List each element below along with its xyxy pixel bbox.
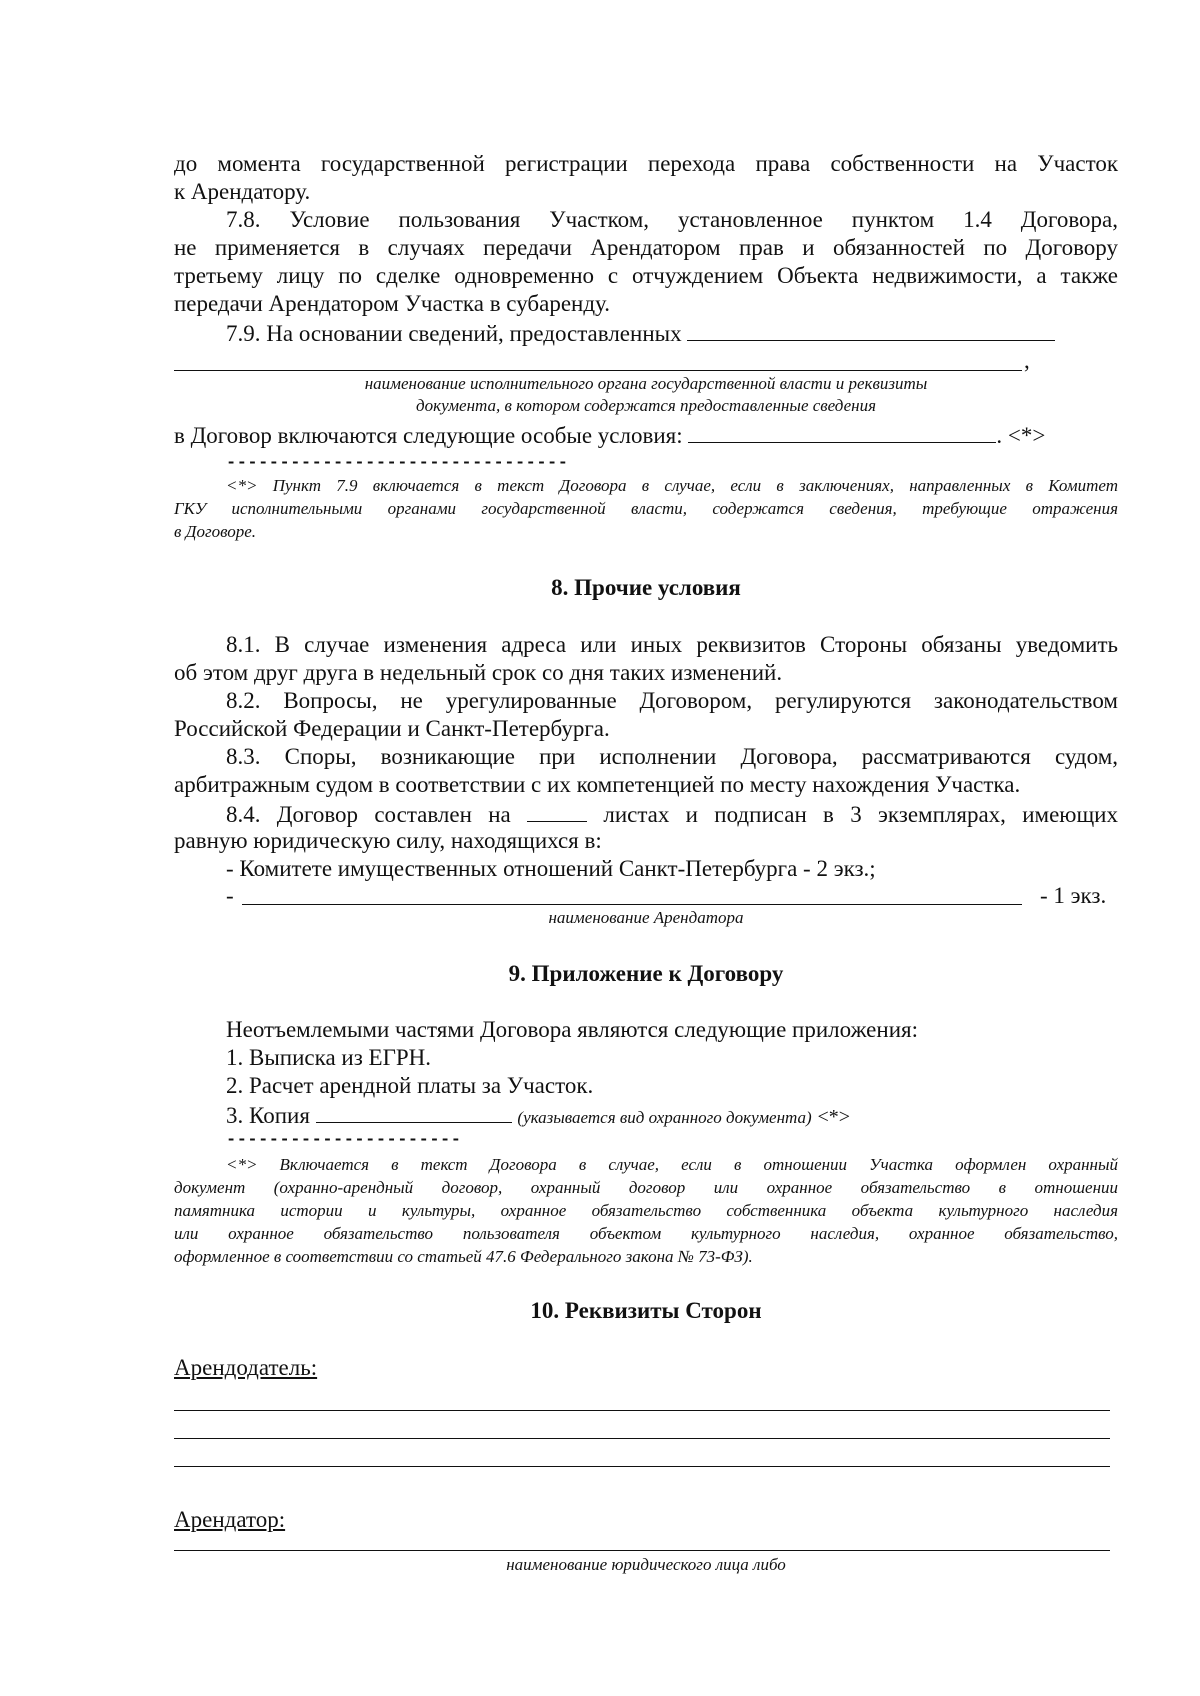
footnote2-line4: или охранное обязательство пользователя объектом культурного наследия, охранное обязательство, xyxy=(174,1224,1118,1243)
copies-item-2-dash: - xyxy=(226,883,234,908)
footnote2-line1: <*> Включается в текст Договора в случае, если в отношении Участка оформлен охранный xyxy=(226,1155,1118,1174)
annex-item-3-mark: <*> xyxy=(817,1106,850,1128)
landlord-label-text: Арендодатель: xyxy=(174,1355,318,1380)
p79-caption-1: наименование исполнительного органа государственной власти и реквизиты xyxy=(364,374,928,393)
p84-sheets-blank xyxy=(527,799,587,822)
section10-title: 10. Реквизиты Сторон xyxy=(530,1298,762,1323)
footnote2-line5: оформленное в соответствии со статьей 47.6 Федерального закона № 73-ФЗ). xyxy=(174,1247,753,1266)
p82-line2: Российской Федерации и Санкт-Петербурга. xyxy=(174,716,610,741)
p79-blank-1 xyxy=(687,318,1055,341)
p78-line4: передачи Арендатором Участка в субаренду. xyxy=(174,291,610,316)
tenant-label xyxy=(174,1506,1118,1534)
annex-item-3-blank xyxy=(316,1100,512,1123)
footnote1-line1: <*> Пункт 7.9 включается в текст Договора в случае, если в заключениях, направленных в Комитет xyxy=(226,476,1118,495)
p77-tail-line2: к Арендатору. xyxy=(174,179,311,204)
p83-line1: 8.3. Споры, возникающие при исполнении Договора, рассматриваются судом, xyxy=(226,744,1118,769)
annex-item-1: 1. Выписка из ЕГРН. xyxy=(226,1045,432,1070)
footnote1-line2: ГКУ исполнительными органами государственной власти, содержатся сведения, требующие отражения xyxy=(174,499,1118,518)
section8-title: 8. Прочие условия xyxy=(551,575,741,600)
p82-line1: 8.2. Вопросы, не урегулированные Договором, регулируются законодательством xyxy=(226,688,1118,713)
annex-item-3-text: 3. Копия xyxy=(226,1103,310,1128)
footnote-separator-1: -------------------------------- xyxy=(226,454,569,473)
p79-line2 xyxy=(174,420,1118,450)
p78-line1: 7.8. Условие пользования Участком, установленное пунктом 1.4 Договора, xyxy=(226,207,1118,232)
p79-text: 7.9. На основании сведений, предоставленных xyxy=(226,321,682,346)
p84-line1 xyxy=(174,799,1118,829)
landlord-label xyxy=(174,1354,1118,1382)
tenant-legal-caption: наименование юридического лица либо xyxy=(506,1555,786,1574)
annex-item-3-note: (указывается вид охранного документа) xyxy=(517,1108,812,1127)
p84-text-a: 8.4. Договор составлен на xyxy=(226,802,511,827)
section9-title: 9. Приложение к Договору xyxy=(508,961,784,986)
p81-line1: 8.1. В случае изменения адреса или иных реквизитов Стороны обязаны уведомить xyxy=(226,632,1118,657)
p84-line2: равную юридическую силу, находящихся в: xyxy=(174,828,602,853)
landlord-line-1 xyxy=(174,1410,1110,1411)
p79-blank-line-2 xyxy=(174,370,1022,371)
copies-item-2-end: - 1 экз. xyxy=(1040,883,1107,908)
landlord-line-2 xyxy=(174,1438,1110,1439)
footnote2-line3: памятника истории и культуры, охранное обязательство собственника объекта культурного наследия xyxy=(174,1201,1118,1220)
annex-intro: Неотъемлемыми частями Договора являются следующие приложения: xyxy=(226,1017,918,1042)
copies-item-1: - Комитете имущественных отношений Санкт-Петербурга - 2 экз.; xyxy=(226,856,876,881)
p79-caption-2: документа, в котором содержатся предоставленные сведения xyxy=(416,396,876,415)
p79-line2-text: в Договор включаются следующие особые условия: xyxy=(174,423,683,448)
p84-text-b: листах и подписан в 3 экземплярах, имеющих xyxy=(603,802,1118,827)
document-page xyxy=(174,0,1118,1696)
p79-end-mark: . <*> xyxy=(996,423,1046,448)
p79-conditions-blank xyxy=(688,420,996,443)
footnote2-line2: документ (охранно-арендный договор, охранный договор или охранное обязательство в отношении xyxy=(174,1178,1118,1197)
p79-comma: , xyxy=(1024,348,1030,373)
footnote1-line3: в Договоре. xyxy=(174,522,257,541)
p78-line3: третьему лицу по сделке одновременно с отчуждением Объекта недвижимости, а также xyxy=(174,263,1118,288)
annex-item-2: 2. Расчет арендной платы за Участок. xyxy=(226,1073,594,1098)
tenant-label-text: Арендатор: xyxy=(174,1507,286,1532)
tenant-name-blank xyxy=(242,904,1022,905)
p83-line2: арбитражным судом в соответствии с их компетенцией по месту нахождения Участка. xyxy=(174,772,1021,797)
landlord-line-3 xyxy=(174,1466,1110,1467)
footnote-separator-2: ---------------------- xyxy=(226,1131,462,1150)
annex-item-3 xyxy=(174,1100,1118,1132)
p81-line2: об этом друг друга в недельный срок со дня таких изменений. xyxy=(174,660,783,685)
p78-line2: не применяется в случаях передачи Арендатором прав и обязанностей по Договору xyxy=(174,235,1118,260)
tenant-line-1 xyxy=(174,1550,1110,1551)
p77-tail-line1: до момента государственной регистрации перехода права собственности на Участок xyxy=(174,151,1118,176)
tenant-caption: наименование Арендатора xyxy=(548,908,744,927)
p79-line1 xyxy=(174,318,1118,348)
